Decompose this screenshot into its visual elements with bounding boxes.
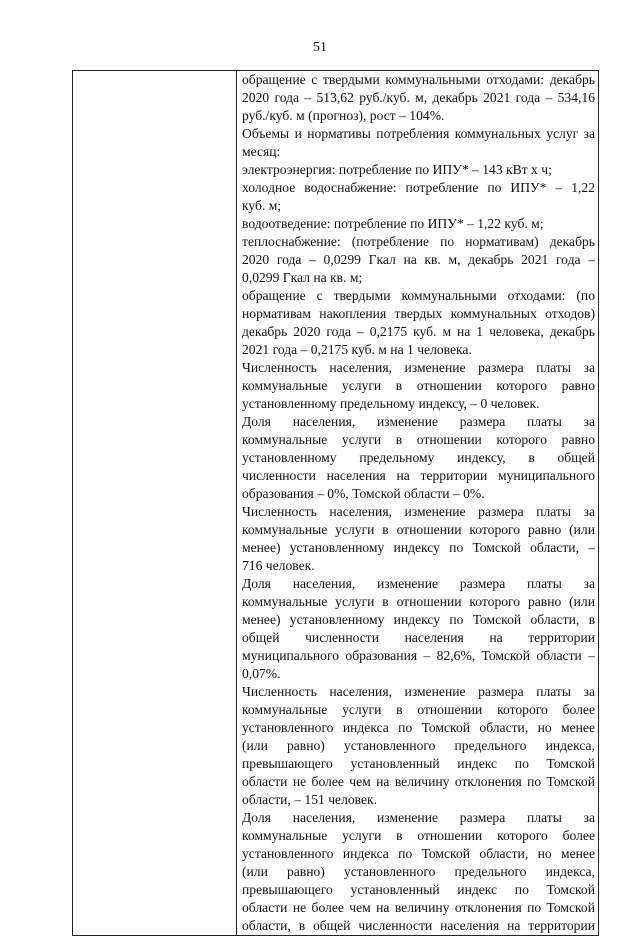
- text-line: декабрь 2020 года – 0,2175 куб. м на 1 человека, декабрь: [242, 324, 595, 339]
- text-line: области не более чем на величину отклонения по Томской: [242, 774, 595, 789]
- text-line: руб./куб. м (прогноз), рост – 104%.: [242, 108, 445, 123]
- text-line: муниципального образования – 82,6%, Томской области –: [242, 648, 595, 663]
- text-line: нормативам накопления твердых коммунальных отходов): [242, 306, 595, 321]
- text-line: области, – 151 человек.: [242, 792, 378, 807]
- text-line: 2020 года – 513,62 руб./куб. м, декабрь 2021 года – 534,16: [242, 90, 595, 105]
- document-table: [72, 70, 599, 936]
- table-cell-right: [237, 71, 599, 936]
- text-line: менее) установленному индексу по Томской области, –: [242, 540, 595, 555]
- text-line: коммунальные услуги в отношении которого более: [242, 828, 595, 843]
- text-line: обращение с твердыми коммунальными отходами: (по: [242, 288, 595, 303]
- text-line: коммунальные услуги в отношении которого равно (или: [242, 522, 595, 537]
- text-line: коммунальные услуги в отношении которого более: [242, 702, 595, 717]
- text-line: установленному предельному индексу, в общей: [242, 450, 595, 465]
- text-line: (или равно) установленного предельного индекса,: [242, 738, 595, 753]
- table-cell-left: [73, 71, 237, 936]
- text-line: Объемы и нормативы потребления коммунальных услуг за: [242, 126, 595, 141]
- text-line: куб. м;: [242, 198, 282, 213]
- text-line: коммунальные услуги в отношении которого равно: [242, 378, 595, 393]
- text-line: Численность населения, изменение размера платы за: [242, 360, 595, 375]
- text-line: установленному предельному индексу, – 0 человек.: [242, 396, 540, 411]
- text-line: общей численности населения на территории: [242, 630, 595, 645]
- text-line: области, в общей численности населения на территории: [242, 918, 595, 933]
- text-line: обращение с твердыми коммунальными отходами: декабрь: [242, 72, 595, 87]
- text-line: водоотведение: потребление по ИПУ* – 1,22 куб. м;: [242, 216, 544, 231]
- text-line: 2021 года – 0,2175 куб. м на 1 человека.: [242, 342, 472, 357]
- text-line: (или равно) установленного предельного индекса,: [242, 864, 595, 879]
- text-line: 2020 года – 0,0299 Гкал на кв. м, декабрь 2021 года –: [242, 252, 595, 267]
- page-number: 51: [313, 40, 327, 55]
- text-line: численности населения на территории муниципального: [242, 468, 595, 483]
- text-line: коммунальные услуги в отношении которого равно: [242, 432, 595, 447]
- text-line: превышающего установленный индекс по Томской: [242, 756, 595, 771]
- text-line: Численность населения, изменение размера платы за: [242, 504, 595, 519]
- text-line: 716 человек.: [242, 558, 315, 573]
- text-line: электроэнергия: потребление по ИПУ* – 143 кВт х ч;: [242, 162, 552, 177]
- text-line: установленного индекса по Томской области, но менее: [242, 846, 595, 861]
- text-line: Доля населения, изменение размера платы за: [242, 576, 595, 591]
- text-line: коммунальные услуги в отношении которого равно (или: [242, 594, 595, 609]
- text-line: превышающего установленный индекс по Томской: [242, 882, 595, 897]
- text-line: холодное водоснабжение: потребление по ИПУ* – 1,22: [242, 180, 595, 195]
- table-row: [73, 71, 599, 936]
- text-line: области не более чем на величину отклонения по Томской: [242, 900, 595, 915]
- text-line: менее) установленному индексу по Томской области, в: [242, 612, 595, 627]
- text-line: образования – 0%, Томской области – 0%.: [242, 486, 485, 501]
- text-line: 0,0299 Гкал на кв. м;: [242, 270, 363, 285]
- text-line: установленного индекса по Томской области, но менее: [242, 720, 595, 735]
- text-line: месяц:: [242, 144, 281, 159]
- text-line: Численность населения, изменение размера платы за: [242, 684, 595, 699]
- text-line: Доля населения, изменение размера платы за: [242, 810, 595, 825]
- text-line: Доля населения, изменение размера платы за: [242, 414, 595, 429]
- text-line: 0,07%.: [242, 666, 281, 681]
- text-line: теплоснабжение: (потребление по нормативам) декабрь: [242, 234, 595, 249]
- cell-text: [242, 71, 595, 935]
